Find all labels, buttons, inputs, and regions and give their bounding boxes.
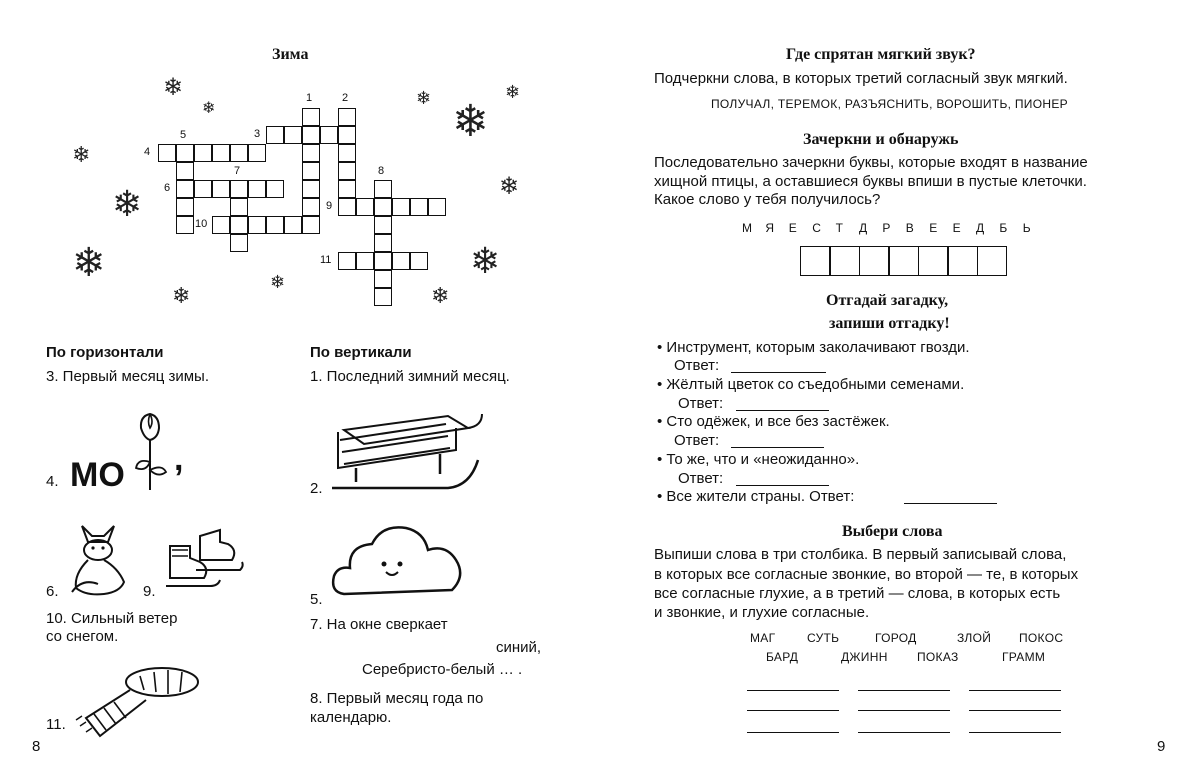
word-list-soft-sign: ПОЛУЧАЛ, ТЕРЕМОК, РАЗЪЯСНИТЬ, ВОРОШИТЬ, ПИОНЕР [711,97,1068,111]
crossword-cell[interactable] [374,180,392,198]
crossword-cell[interactable] [338,162,356,180]
snowflake-icon: ❄ [499,173,520,200]
snowflake-icon: ❄ [431,283,450,308]
column-2-line[interactable] [858,732,950,733]
letter-item: Е [952,221,961,235]
cloud-icon [330,524,472,604]
crossword-cell[interactable] [176,216,194,234]
crossword-number-6: 6 [164,182,171,194]
crossword-number-11: 11 [320,254,332,266]
riddle-4-answer-label: Ответ: [678,470,724,487]
letter-item: Ь [1022,221,1031,235]
crossword-cell[interactable] [176,180,194,198]
snowflake-icon: ❄ [72,241,106,285]
clue-2-number: 2. [310,480,323,497]
riddle-4: • То же, что и «неожиданно». [657,451,860,468]
word-pokaz: ПОКАЗ [917,650,959,664]
section-text-cross-out-1: Последовательно зачеркни буквы, которые входят в название [654,154,1088,171]
crossword-cell[interactable] [374,288,392,306]
section-text-choose-1: Выпиши слова в три столбика. В первый записывай слова, [654,546,1067,563]
crossword-cell[interactable] [302,198,320,216]
crossword-cell[interactable] [338,180,356,198]
crossword-cell[interactable] [338,198,356,216]
crossword-cell[interactable] [248,216,266,234]
clue-3: 3. Первый месяц зимы. [46,368,209,385]
rose-icon [128,404,172,496]
crossword-title: Зима [272,46,309,63]
crossword-number-8: 8 [378,165,385,177]
down-heading: По вертикали [310,344,412,361]
letter-item: Е [929,221,938,235]
column-3-line[interactable] [969,710,1061,711]
riddle-1: • Инструмент, которым заколачивают гвозди. [657,339,970,356]
answer-box[interactable] [948,246,978,276]
crossword-number-10: 10 [195,218,208,230]
crossword-cell[interactable] [302,180,320,198]
word-mag: МАГ [750,631,776,645]
crossword-cell[interactable] [230,198,248,216]
crossword-cell[interactable] [356,198,374,216]
crossword-cell[interactable] [392,198,410,216]
column-2-line[interactable] [858,690,950,691]
section-title-choose-words: Выбери слова [842,523,943,540]
section-title-riddle-1: Отгадай загадку, [826,292,949,309]
snowflake-icon: ❄ [172,283,191,308]
riddle-2-answer-line[interactable] [736,410,829,411]
page-number-left: 8 [32,738,41,755]
section-text-soft-sign: Подчеркни слова, в которых третий согласный звук мягкий. [654,70,1068,87]
answer-boxes[interactable] [800,246,1010,276]
section-title-soft-sign: Где спрятан мягкий звук? [786,46,976,63]
crossword-cell[interactable] [266,216,284,234]
crossword-cell[interactable] [410,198,428,216]
crossword-number-1: 1 [306,92,313,104]
word-zloy: ЗЛОЙ [957,631,992,645]
crossword-cell[interactable] [428,198,446,216]
crossword-cell[interactable] [374,252,392,270]
snowflake-icon: ❄ [270,272,286,292]
crossword-cell[interactable] [212,216,230,234]
answer-box[interactable] [918,246,948,276]
crossword-cell[interactable] [230,180,248,198]
word-gorod: ГОРОД [875,631,917,645]
answer-box[interactable] [889,246,919,276]
crossword-cell[interactable] [230,216,248,234]
column-1-line[interactable] [747,732,839,733]
word-bard: БАРД [766,650,799,664]
sled-icon [328,410,488,500]
crossword-cell[interactable] [302,162,320,180]
riddle-2-answer-label: Ответ: [678,395,724,412]
letter-item: В [905,221,914,235]
crossword-cell[interactable] [338,144,356,162]
section-text-cross-out-2: хищной птицы, а оставшиеся буквы впиши в пустые клеточки. [654,173,1087,190]
riddle-5-answer-line[interactable] [904,503,997,504]
crossword-cell[interactable] [374,198,392,216]
crossword-cell[interactable] [212,144,230,162]
column-2-line[interactable] [858,710,950,711]
clue-4-letters: МО [70,456,125,494]
crossword-cell[interactable] [284,216,302,234]
crossword-number-9: 9 [326,200,333,212]
section-text-choose-4: и звонкие, и глухие согласные. [654,604,870,621]
word-gramm: ГРАММ [1002,650,1046,664]
crossword-cell[interactable] [176,162,194,180]
clue-8-line2: календарю. [310,709,392,726]
section-text-cross-out-3: Какое слово у тебя получилось? [654,191,881,208]
clue-5-number: 5. [310,591,323,608]
snowflake-icon: ❄ [452,97,489,146]
letter-item: Д [859,221,868,235]
letter-item: С [812,221,821,235]
riddle-4-answer-line[interactable] [736,485,829,486]
crossword-cell[interactable] [158,144,176,162]
snowflake-icon: ❄ [470,240,501,281]
crossword-cell[interactable] [410,252,428,270]
riddle-1-answer-label: Ответ: [674,357,720,374]
crossword-cell[interactable] [302,216,320,234]
crossword-cell[interactable] [248,144,266,162]
section-text-choose-2: в которых все согласные звонкие, во второй — те, в которых [654,566,1079,583]
crossword-cell[interactable] [356,252,374,270]
crossword-cell[interactable] [212,180,230,198]
crossword-cell[interactable] [392,252,410,270]
across-heading: По горизонтали [46,344,164,361]
crossword-cell[interactable] [266,180,284,198]
section-title-riddle-2: запиши отгадку! [829,315,950,332]
word-dzhinn: ДЖИНН [841,650,888,664]
word-sut: СУТЬ [807,631,840,645]
clue-11-number: 11. [46,716,66,733]
letter-item: Е [788,221,797,235]
riddle-5: • Все жители страны. Ответ: [657,488,855,505]
crossword-cell[interactable] [338,108,356,126]
page-number-right: 9 [1157,738,1166,755]
crossword-cell[interactable] [374,234,392,252]
crossword-number-4: 4 [144,146,151,158]
column-3-line[interactable] [969,732,1061,733]
clue-7-line3: Серебристо-белый … . [362,661,523,678]
fox-icon [64,518,132,598]
riddle-3: • Сто одёжек, и все без застёжек. [657,413,890,430]
clue-9-number: 9. [143,583,156,600]
crossword-cell[interactable] [176,144,194,162]
column-1-line[interactable] [747,690,839,691]
letter-item: Я [765,221,775,235]
snowflake-icon: ❄ [505,82,521,102]
crossword-cell[interactable] [266,126,284,144]
crossword-cell[interactable] [338,252,356,270]
clue-4-number: 4. [46,473,59,490]
crossword-cell[interactable] [248,180,266,198]
answer-box[interactable] [859,246,889,276]
section-text-choose-3: все согласные глухие, а в третий — слова, в которых есть [654,585,1061,602]
answer-box[interactable] [977,246,1007,276]
snowflake-icon: ❄ [202,100,216,117]
clue-4-comma: , [174,440,184,478]
letter-item: Д [976,221,985,235]
answer-box[interactable] [800,246,830,276]
clue-6-number: 6. [46,583,59,600]
crossword-cell[interactable] [194,180,212,198]
crossword-cell[interactable] [230,234,248,252]
section-title-cross-out: Зачеркни и обнаружь [803,131,959,148]
crossword-cell[interactable] [176,198,194,216]
crossword-cell[interactable] [302,108,320,126]
crossword-number-5: 5 [180,129,187,141]
scarf-icon [70,656,220,746]
snowflake-icon: ❄ [72,142,91,167]
clue-7-line1: 7. На окне сверкает [310,616,448,633]
crossword-cell[interactable] [374,216,392,234]
column-1-line[interactable] [747,710,839,711]
crossword-cell[interactable] [230,144,248,162]
crossword-number-2: 2 [342,92,349,104]
riddle-1-answer-line[interactable] [731,372,826,373]
clue-7-line2: синий, [496,639,542,656]
crossword-number-3: 3 [254,128,261,140]
clue-1: 1. Последний зимний месяц. [310,368,510,385]
clue-10-line2: со снегом. [46,628,119,645]
crossword-cell[interactable] [194,144,212,162]
clue-10-line1: 10. Сильный ветер [46,610,178,627]
riddle-3-answer-label: Ответ: [674,432,720,449]
answer-box[interactable] [830,246,860,276]
crossword-cell[interactable] [302,126,320,144]
letter-item: Б [999,221,1008,235]
crossword-number-7: 7 [234,165,241,177]
skates-icon [160,520,244,600]
clue-8-line1: 8. Первый месяц года по [310,690,484,707]
crossword-cell[interactable] [284,126,302,144]
riddle-3-answer-line[interactable] [731,447,824,448]
riddle-2: • Жёлтый цветок со съедобными семенами. [657,376,965,393]
crossword-cell[interactable] [338,126,356,144]
snowflake-icon: ❄ [416,88,432,108]
crossword-cell[interactable] [302,144,320,162]
crossword-cell[interactable] [374,270,392,288]
letter-sequence [742,221,1072,241]
letter-item: Р [882,221,891,235]
crossword-cell[interactable] [320,126,338,144]
letter-item: М [742,221,752,235]
snowflake-icon: ❄ [163,74,184,101]
column-3-line[interactable] [969,690,1061,691]
snowflake-icon: ❄ [112,183,143,224]
letter-item: Т [835,221,843,235]
word-pokos: ПОКОС [1019,631,1064,645]
